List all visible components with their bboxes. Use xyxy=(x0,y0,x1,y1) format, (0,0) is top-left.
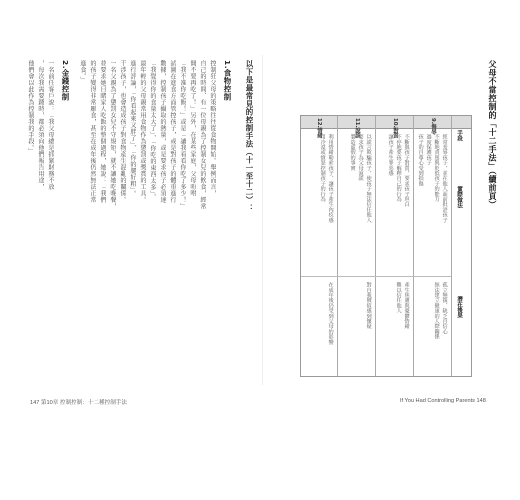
right-page xyxy=(270,60,498,380)
section1-line: 進食。」 xyxy=(79,60,86,83)
right-page-footer: If You Had Controlling Parents 148 xyxy=(400,398,486,404)
row-header-11: 11.說謊 xyxy=(354,118,360,139)
table-cell: 不斷與孩子對質，要求孩子坦白 xyxy=(403,134,410,207)
section1-line: 控制狂父母的策略往往從食物開始。舉例而言， xyxy=(209,60,216,197)
col-label-means: 手段 xyxy=(456,130,462,142)
section1-line: 進行評論，「你看起來又胖了」、「你的腿好粗」。 xyxy=(129,60,136,198)
section1-line: 最年輕的父母親常用食物作為懲罰或獎賞的工具。 xyxy=(139,60,146,203)
table-cell: 以謊言欺騙孩子，使孩子無法信任他人 xyxy=(365,134,372,223)
row-header-12: 12.情緒 xyxy=(316,118,322,139)
col-separator xyxy=(451,116,452,376)
table-cell: 讓孩子產生罪惡感 xyxy=(387,134,394,176)
table-cell: 孩子的自尊心受到損傷 xyxy=(417,134,424,186)
section2-title: 2.金錢控制 xyxy=(61,60,70,102)
section1-line: 干涉孩子，也會造成孩子對食物產生混亂的關係。 xyxy=(119,60,126,203)
consequence-cell: 在成年後仍受到父母的影響 xyxy=(327,282,334,345)
table-cell: 不斷地責罵與貶低孩子的能力 xyxy=(433,134,440,202)
left-page xyxy=(22,60,260,380)
table-cell: 經常羞辱孩子，並在他人面前批評孩子 xyxy=(441,134,448,223)
consequence-cell: 孤立無援、缺乏自信心 xyxy=(441,282,448,334)
col-label-consequence: 潛在後果 xyxy=(456,296,462,319)
left-page-heading: 以下是最常見的控制手法（十一至十二）： xyxy=(245,60,254,212)
section1-line: 並要求她目睹家人吃飯的整個過程，她說：「我們 xyxy=(99,60,106,203)
col-separator xyxy=(375,116,376,376)
table-cell: 製造虛假的事實 xyxy=(349,134,356,171)
row-header-10: 10.對質 xyxy=(392,118,398,139)
section1-line: 開不要再吃了！」另外，在某些家庭，父母吩咐 xyxy=(189,60,196,197)
table-cell: 不停地要孩子解釋自己的行為 xyxy=(395,134,402,202)
page-gutter xyxy=(262,55,263,385)
table-cell: 過度保護孩子 xyxy=(425,134,432,166)
section1-line: 試圖在進食方面管控孩子，或是對孩子的體重進行 xyxy=(169,60,176,203)
section1-line: 的孩子變得非常厭食，甚至在成年後仍然無法正常 xyxy=(89,60,96,203)
table-header-bar xyxy=(301,116,471,129)
col-label-practice: 實際做法 xyxy=(456,186,462,209)
row-separator xyxy=(301,276,451,277)
col-separator xyxy=(413,116,414,376)
section1-line: 「我覺得你的食量太大了」、「你吃的東西太多」。 xyxy=(149,60,156,201)
control-methods-table xyxy=(300,115,472,377)
section1-line: 一名父親為了懲罰女兒不守規矩，就不讓她吃晚餐， xyxy=(109,60,116,210)
table-cell: 要求孩子為父母說謊 xyxy=(357,134,364,181)
row-header-9: 9.侮辱 xyxy=(430,118,436,135)
table-cell: 利用情緒勒索孩子，讓孩子產生內疚感 xyxy=(327,134,334,223)
section1-line: 數據，控制孩子攝取的熱量，或是要求孩子必須達 xyxy=(159,60,166,203)
consequence-cell: 無法建立健康的人際關係 xyxy=(433,282,440,340)
section1-line: 「我不准你吃飯！」或是「讓我看看你吃了多少！」 xyxy=(179,60,186,210)
consequence-cell: 難以信任他人 xyxy=(395,282,402,314)
table-title: 父母不當控制的「十二手法」（續前頁） xyxy=(488,60,497,209)
col-separator xyxy=(337,116,338,376)
section2-line: ，每次我需要錢時，都必須向他們報告用途， xyxy=(37,60,44,190)
table-cell: 用冷漠或憤怒控制孩子的行為 xyxy=(319,134,326,202)
consequence-cell: 產生焦慮與憂鬱情緒 xyxy=(403,282,410,329)
section1-title: 1.食物控制 xyxy=(223,60,232,102)
section2-line: 一名前任客戶說：「我父母總是抓緊財務不放 xyxy=(47,60,54,190)
section2-line: 他們會以此作為控制我的手段。」 xyxy=(27,60,34,155)
left-page-footer: 147 第10章 控制控制：十二種控制手法 xyxy=(30,400,127,406)
consequence-cell: 對自我價值感到懷疑 xyxy=(365,282,372,329)
section1-line: 自己的時間、有一位母親為了控制女兒的飲食，經常 xyxy=(199,60,206,210)
